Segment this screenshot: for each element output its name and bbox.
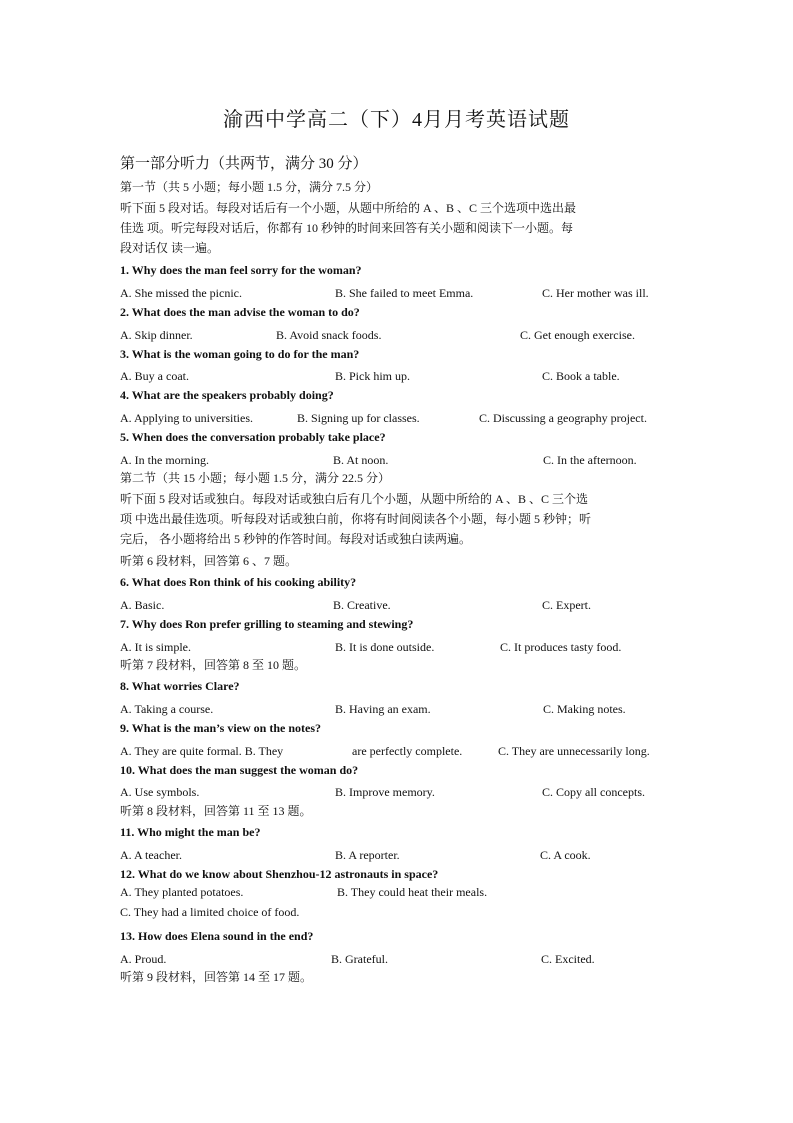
q10-option-b: B. Improve memory. <box>335 785 435 799</box>
question-8: 8. What worries Clare? <box>120 679 240 693</box>
question-12: 12. What do we know about Shenzhou-12 astronauts in space? <box>120 867 439 881</box>
listening-note: 听第 9 段材料，回答第 14 至 17 题。 <box>120 970 313 984</box>
section2-instruction-line: 项 中选出最佳选项。听每段对话或独白前，你将有时间阅读各个小题，每小题 5 秒钟；听 <box>120 512 592 526</box>
q10-option-a: A. Use symbols. <box>120 785 200 799</box>
q8-option-b: B. Having an exam. <box>335 702 431 716</box>
q6-option-a: A. Basic. <box>120 598 165 612</box>
q2-option-b: B. Avoid snack foods. <box>276 328 382 342</box>
q9-option-b: are perfectly complete. <box>352 744 463 758</box>
q3-option-c: C. Book a table. <box>542 369 620 383</box>
q4-option-b: B. Signing up for classes. <box>297 411 420 425</box>
exam-title: 渝西中学高二（下）4月月考英语试题 <box>223 109 570 131</box>
section2-heading: 第二节（共 15 小题；每小题 1.5 分，满分 22.5 分） <box>120 471 391 485</box>
q9-option-c: C. They are unnecessarily long. <box>498 744 650 758</box>
question-4: 4. What are the speakers probably doing? <box>120 388 334 402</box>
section1-instruction-line: 听下面 5 段对话。每段对话后有一个小题，从题中所给的 A 、B 、C 三个选项中选出最 <box>120 201 577 215</box>
question-1: 1. Why does the man feel sorry for the woman? <box>120 263 362 277</box>
q7-option-a: A. It is simple. <box>120 640 191 654</box>
question-10: 10. What does the man suggest the woman do? <box>120 763 359 777</box>
part1-heading: 第一部分听力（共两节，满分 30 分） <box>120 156 368 172</box>
question-5: 5. When does the conversation probably take place? <box>120 430 386 444</box>
q7-option-b: B. It is done outside. <box>335 640 435 654</box>
q13-option-c: C. Excited. <box>541 952 595 966</box>
section1-instruction-line: 段对话仅 读一遍。 <box>120 241 220 255</box>
question-6: 6. What does Ron think of his cooking ability? <box>120 575 357 589</box>
listening-note: 听第 7 段材料，回答第 8 至 10 题。 <box>120 658 307 672</box>
q7-option-c: C. It produces tasty food. <box>500 640 622 654</box>
q4-option-c: C. Discussing a geography project. <box>479 411 647 425</box>
q12-option-b: B. They could heat their meals. <box>337 885 488 899</box>
q3-option-a: A. Buy a coat. <box>120 369 189 383</box>
section2-instruction-line: 完后， 各小题将给出 5 秒钟的作答时间。每段对话或独白读两遍。 <box>120 532 472 546</box>
listening-note: 听第 8 段材料，回答第 11 至 13 题。 <box>120 804 312 818</box>
q11-option-c: C. A cook. <box>540 848 591 862</box>
q13-option-b: B. Grateful. <box>331 952 388 966</box>
question-3: 3. What is the woman going to do for the man? <box>120 347 360 361</box>
q1-option-a: A. She missed the picnic. <box>120 286 242 300</box>
q5-option-a: A. In the morning. <box>120 453 209 467</box>
q9-option-a: A. They are quite formal. B. They <box>120 744 284 758</box>
q12-option-a: A. They planted potatoes. <box>120 885 244 899</box>
q8-option-a: A. Taking a course. <box>120 702 214 716</box>
q4-option-a: A. Applying to universities. <box>120 411 253 425</box>
q13-option-a: A. Proud. <box>120 952 167 966</box>
section1-heading: 第一节（共 5 小题；每小题 1.5 分，满分 7.5 分） <box>120 180 379 194</box>
q10-option-c: C. Copy all concepts. <box>542 785 645 799</box>
q1-option-b: B. She failed to meet Emma. <box>335 286 474 300</box>
q5-option-c: C. In the afternoon. <box>543 453 637 467</box>
q2-option-a: A. Skip dinner. <box>120 328 193 342</box>
question-2: 2. What does the man advise the woman to do? <box>120 305 360 319</box>
question-9: 9. What is the man’s view on the notes? <box>120 721 322 735</box>
section2-instruction-line: 听下面 5 段对话或独白。每段对话或独白后有几个小题，从题中所给的 A 、B 、C 三个选 <box>120 492 589 506</box>
q2-option-c: C. Get enough exercise. <box>520 328 635 342</box>
q11-option-b: B. A reporter. <box>335 848 400 862</box>
question-13: 13. How does Elena sound in the end? <box>120 929 314 943</box>
q6-option-c: C. Expert. <box>542 598 591 612</box>
q3-option-b: B. Pick him up. <box>335 369 411 383</box>
question-7: 7. Why does Ron prefer grilling to steaming and stewing? <box>120 617 414 631</box>
listening-note: 听第 6 段材料，回答第 6 、7 题。 <box>120 554 298 568</box>
q12-option-c: C. They had a limited choice of food. <box>120 905 300 919</box>
section1-instruction-line: 佳选 项。听完每段对话后，你都有 10 秒钟的时间来回答有关小题和阅读下一小题。每 <box>120 221 574 235</box>
q11-option-a: A. A teacher. <box>120 848 182 862</box>
q5-option-b: B. At noon. <box>333 453 389 467</box>
question-11: 11. Who might the man be? <box>120 825 261 839</box>
q6-option-b: B. Creative. <box>333 598 391 612</box>
q1-option-c: C. Her mother was ill. <box>542 286 649 300</box>
q8-option-c: C. Making notes. <box>543 702 626 716</box>
